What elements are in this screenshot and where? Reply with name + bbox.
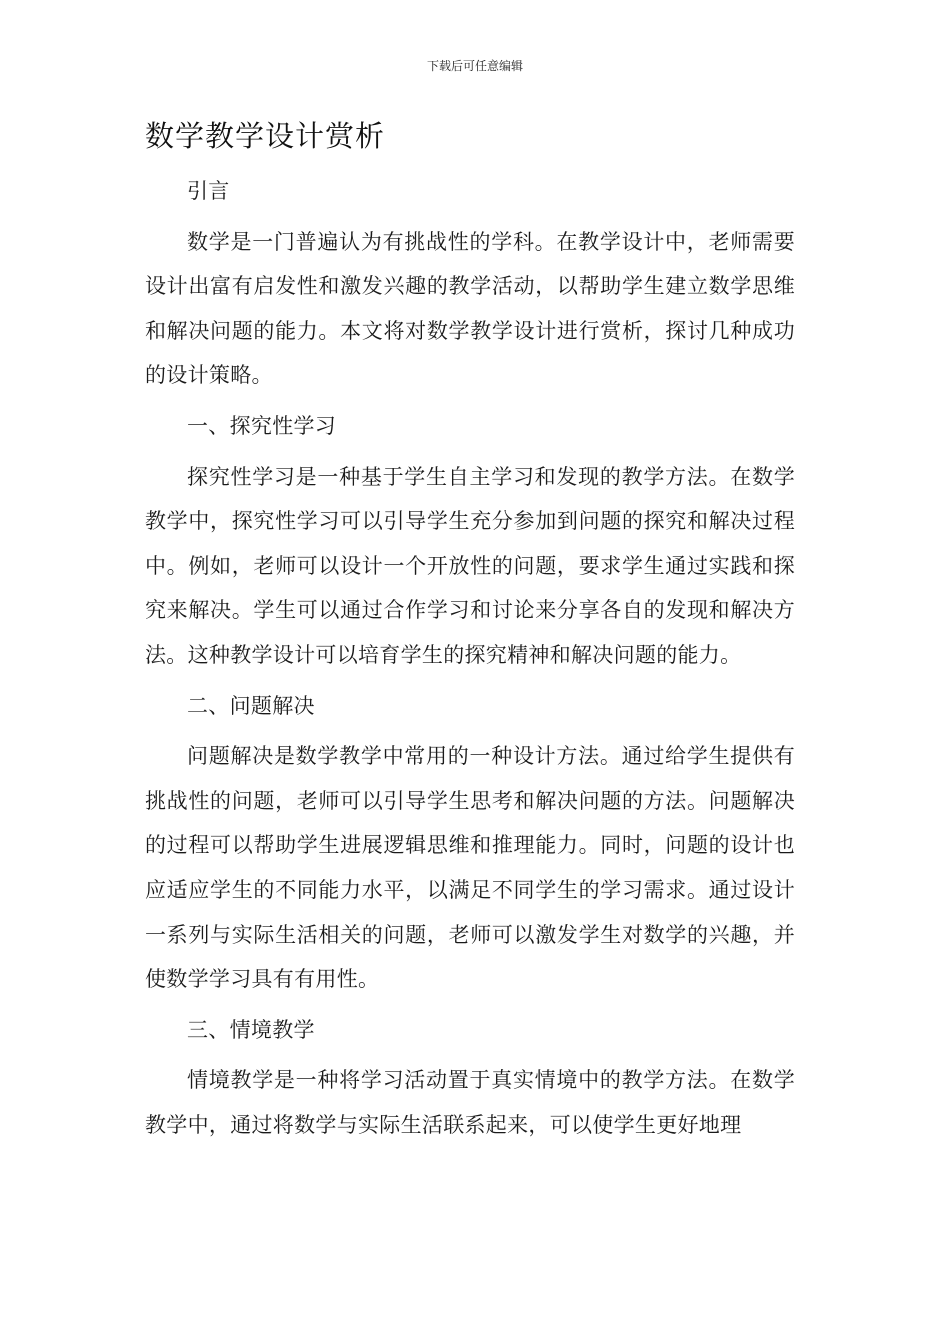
paragraph-problem-solving: 问题解决是数学教学中常用的一种设计方法。通过给学生提供有挑战性的问题，老师可以引导学生思考和解决问题的方法。问题解决的过程可以帮助学生进展逻辑思维和推理能力。同时，问题的设计也应适应学生的不同能力水平，以满足不同学生的学习需求。通过设计一系列与实际生活相关的问题，老师可以激发学生对数学的兴趣，并使数学学习具有有用性。: [145, 744, 795, 992]
section-heading-situational-teaching: 三、情境教学: [187, 1017, 315, 1042]
paragraph-intro: 数学是一门普遍认为有挑战性的学科。在教学设计中，老师需要设计出富有启发性和激发兴趣的教学活动，以帮助学生建立数学思维和解决问题的能力。本文将对数学教学设计进行赏析，探讨几种成功的设计策略。: [145, 229, 795, 388]
paragraph-situational-teaching: 情境教学是一种将学习活动置于真实情境中的教学方法。在数学教学中，通过将数学与实际生活联系起来，可以使学生更好地理: [145, 1068, 795, 1137]
page-header-note: 下载后可任意编辑: [426, 59, 523, 73]
section-heading-problem-solving: 二、问题解决: [187, 693, 315, 718]
document-title: 数学教学设计赏析: [145, 119, 386, 153]
section-heading-inquiry-learning: 一、探究性学习: [187, 413, 337, 438]
document-body: [145, 163, 795, 1153]
section-heading-intro: 引言: [187, 179, 230, 203]
paragraph-inquiry-learning: 探究性学习是一种基于学生自主学习和发现的教学方法。在数学教学中，探究性学习可以引导学生充分参加到问题的探究和解决过程中。例如，老师可以设计一个开放性的问题，要求学生通过实践和探究来解决。学生可以通过合作学习和讨论来分享各自的发现和解决方法。这种教学设计可以培育学生的探究精神和解决问题的能力。: [145, 464, 795, 667]
